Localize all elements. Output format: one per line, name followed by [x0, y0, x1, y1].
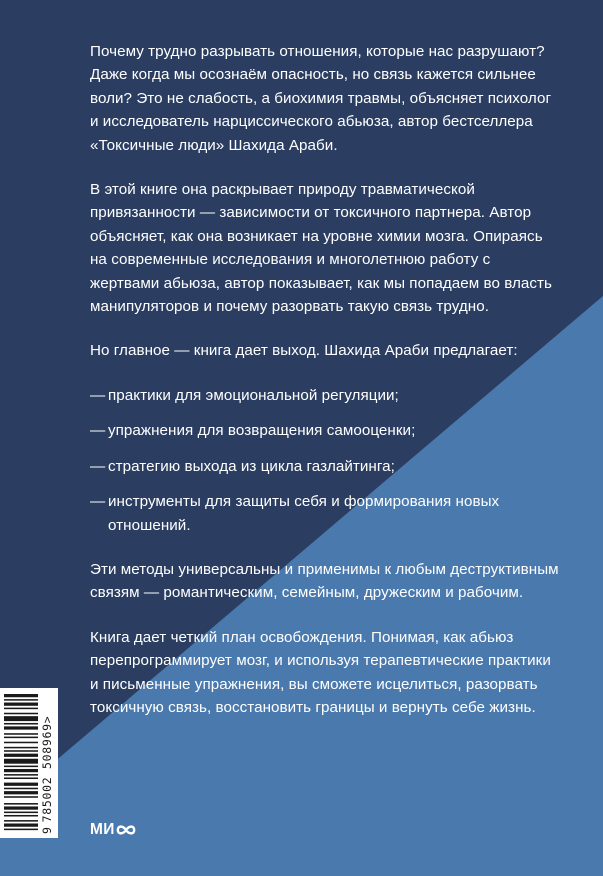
barcode-bar [4, 759, 38, 764]
list-item-text: упражнения для возвращения самооценки; [108, 422, 416, 440]
barcode-group-2: 508969 [40, 723, 54, 769]
benefits-list [90, 384, 560, 537]
barcode-group-1: 785002 [40, 776, 54, 823]
barcode-bar [4, 708, 38, 710]
barcode-bar [4, 716, 38, 721]
paragraph-intro: Почему трудно разрывать отношения, которые нас разрушают? Даже когда мы осознаём опасность, но связь кажется сильнее воли? Это не слабость, а биохимия травмы, объясняет психолог и исследователь нарциссического абьюза, автор бестселлера «Токсичные люди» Шахида Араби. [90, 43, 552, 154]
barcode-bar [4, 742, 38, 744]
list-item [90, 490, 560, 537]
barcode-bar [4, 754, 38, 757]
barcode-bar [4, 733, 38, 735]
barcode-bar [4, 806, 38, 809]
barcode-bar [4, 750, 38, 752]
barcode-bar [4, 713, 38, 715]
barcode-bars [4, 694, 38, 832]
barcode-bar [4, 694, 38, 697]
barcode-bar [4, 788, 38, 790]
list-dash: — [90, 422, 106, 440]
barcode-bar [4, 726, 38, 729]
barcode-bar [4, 820, 38, 822]
barcode-bar [4, 774, 38, 776]
publisher-logo-text: МИ [90, 821, 115, 838]
isbn-barcode [0, 688, 58, 838]
barcode-digits [40, 684, 54, 834]
annotation-text [90, 40, 560, 740]
barcode-bar [4, 829, 38, 831]
list-item [90, 419, 560, 442]
barcode-bar [4, 766, 38, 768]
list-item-text: инструменты для защиты себя и формирования новых отношений. [108, 493, 500, 534]
barcode-bar [4, 703, 38, 706]
barcode-lead-digit: 9 [40, 826, 54, 834]
paragraph-about-book: В этой книге она раскрывает природу травматической привязанности — зависимости от токсичного партнера. Автор объясняет, как она возникает на уровне химии мозга. Опираясь на современные исследования и многолетнюю работу с жертвами абьюза, автор показывает, как мы попадаем во власть манипуляторов и почему разорвать такую связь трудно. [90, 181, 553, 316]
barcode-bar [4, 823, 38, 826]
barcode-bar [4, 777, 38, 779]
barcode-bar [4, 791, 38, 794]
paragraph-offer: Но главное — книга дает выход. Шахида Араби предлагает: [90, 342, 518, 360]
list-item-text: стратегию выхода из цикла газлайтинга; [108, 457, 395, 475]
list-dash: — [90, 493, 106, 511]
list-item [90, 384, 560, 407]
list-item-text: практики для эмоциональной регуляции; [108, 386, 399, 404]
barcode-bar [4, 769, 38, 772]
paragraph-universal: Эти методы универсальны и применимы к любым деструктивным связям — романтическим, семейным, дружеским и рабочим. [90, 560, 559, 602]
barcode-end-mark: > [40, 715, 54, 724]
barcode-bar [4, 796, 38, 798]
barcode-bar [4, 699, 38, 701]
list-item [90, 455, 560, 478]
barcode-bar [4, 737, 38, 739]
barcode-bar [4, 747, 38, 749]
paragraph-plan: Книга дает четкий план освобождения. Понимая, как абьюз перепрограммирует мозг, и используя терапевтические практики и письменные упражнения, вы сможете исцелиться, разорвать токсичную связь, восстановить границы и вернуть себе жизнь. [90, 628, 551, 716]
barcode-bar [4, 812, 38, 814]
barcode-bar [4, 723, 38, 725]
list-dash: — [90, 457, 106, 475]
infinity-icon [116, 824, 136, 836]
barcode-bar [4, 815, 38, 817]
publisher-logo [90, 818, 136, 842]
list-dash: — [90, 386, 106, 404]
barcode-bar [4, 803, 38, 805]
barcode-bar [4, 783, 38, 786]
